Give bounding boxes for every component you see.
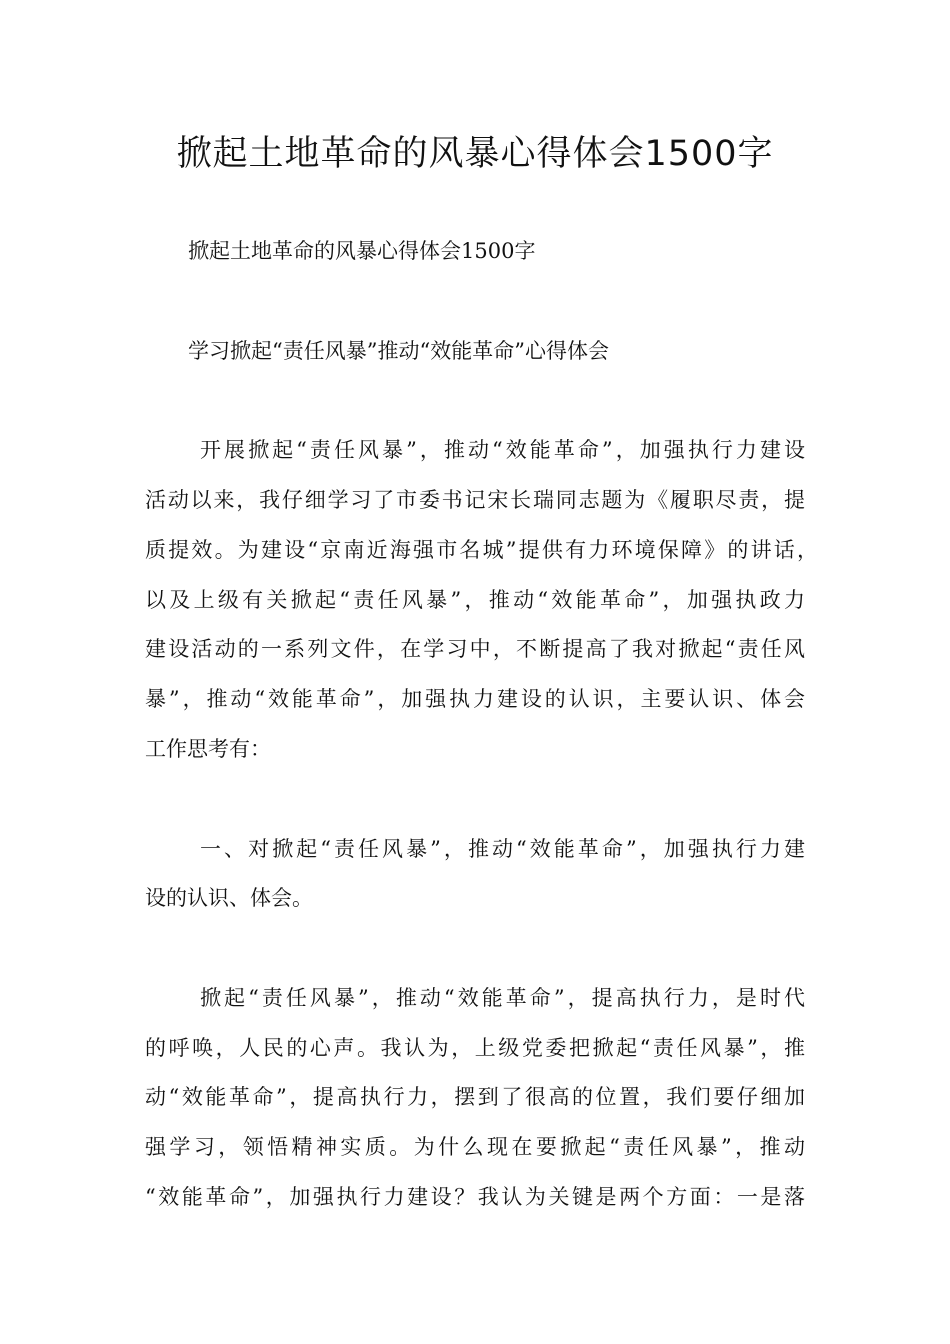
paragraph-line: 动“效能革命”，提高执行力，摆到了很高的位置，我们要仔细加 bbox=[145, 1085, 805, 1109]
paragraph-line: 设的认识、体会。 bbox=[145, 886, 313, 910]
paragraph-line: 强学习，领悟精神实质。为什么现在要掀起“责任风暴”，推动 bbox=[145, 1135, 805, 1159]
paragraph-line: 一、对掀起“责任风暴”，推动“效能革命”，加强执行力建 bbox=[200, 837, 805, 861]
paragraph-line: 以及上级有关掀起“责任风暴”，推动“效能革命”，加强执政力 bbox=[145, 588, 805, 612]
section-heading: 学习掀起“责任风暴”推动“效能革命”心得体会 bbox=[188, 339, 609, 363]
paragraph-line: 质提效。为建设“京南近海强市名城”提供有力环境保障》的讲话， bbox=[145, 538, 818, 562]
document-title: 掀起土地革命的风暴心得体会1500字 bbox=[176, 134, 774, 174]
paragraph-line: 掀起“责任风暴”，推动“效能革命”，提高执行力，是时代 bbox=[200, 986, 805, 1010]
paragraph-line: 开展掀起“责任风暴”，推动“效能革命”，加强执行力建设 bbox=[200, 438, 805, 462]
document-subtitle: 掀起土地革命的风暴心得体会1500字 bbox=[188, 239, 536, 263]
paragraph-line: 的呼唤，人民的心声。我认为，上级党委把掀起“责任风暴”，推 bbox=[145, 1036, 805, 1060]
paragraph-line: 工作思考有： bbox=[145, 737, 271, 761]
paragraph-line: “效能革命”，加强执行力建设？我认为关键是两个方面：一是落 bbox=[145, 1185, 805, 1209]
paragraph-line: 建设活动的一系列文件，在学习中，不断提高了我对掀起“责任风 bbox=[145, 637, 805, 661]
paragraph-line: 暴”，推动“效能革命”，加强执力建设的认识，主要认识、体会 bbox=[145, 687, 805, 711]
paragraph-line: 活动以来，我仔细学习了市委书记宋长瑞同志题为《履职尽责，提 bbox=[145, 488, 805, 512]
